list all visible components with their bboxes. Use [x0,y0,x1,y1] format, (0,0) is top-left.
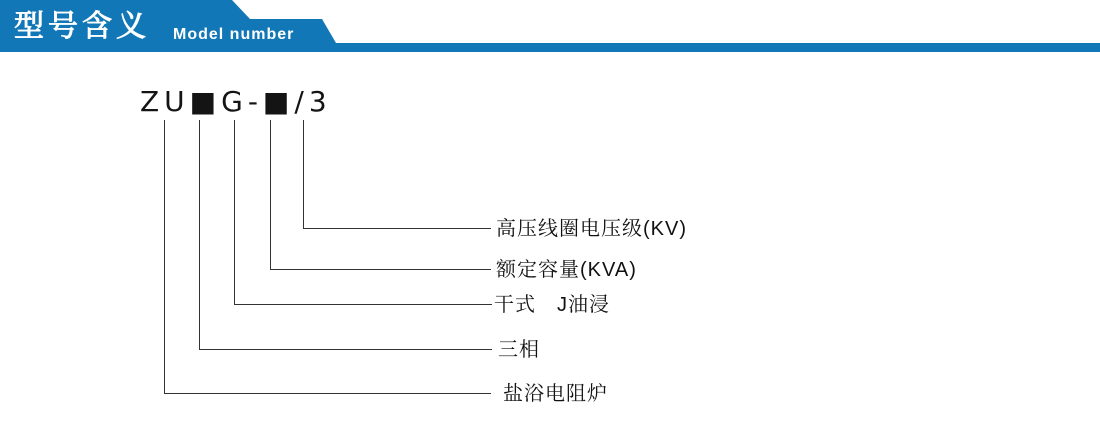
banner-shape [0,0,1100,52]
model-code-text: ZU■G-■/3 [140,85,332,118]
label-voltage-class: 高压线圈电压级(KV) [496,218,687,240]
page-subtitle: Model number [173,26,295,43]
label-three-phase: 三相 [498,339,540,361]
page-title: 型号含义 [14,10,150,43]
label-salt-bath-furnace: 盐浴电阻炉 [503,383,608,405]
header-banner [0,0,1100,52]
label-rated-capacity: 额定容量(KVA) [496,259,637,281]
banner-polygon [0,0,1100,52]
label-dry-or-oil-immersed: 干式 J油浸 [494,294,610,316]
connector-line-voltage-class [303,120,491,229]
